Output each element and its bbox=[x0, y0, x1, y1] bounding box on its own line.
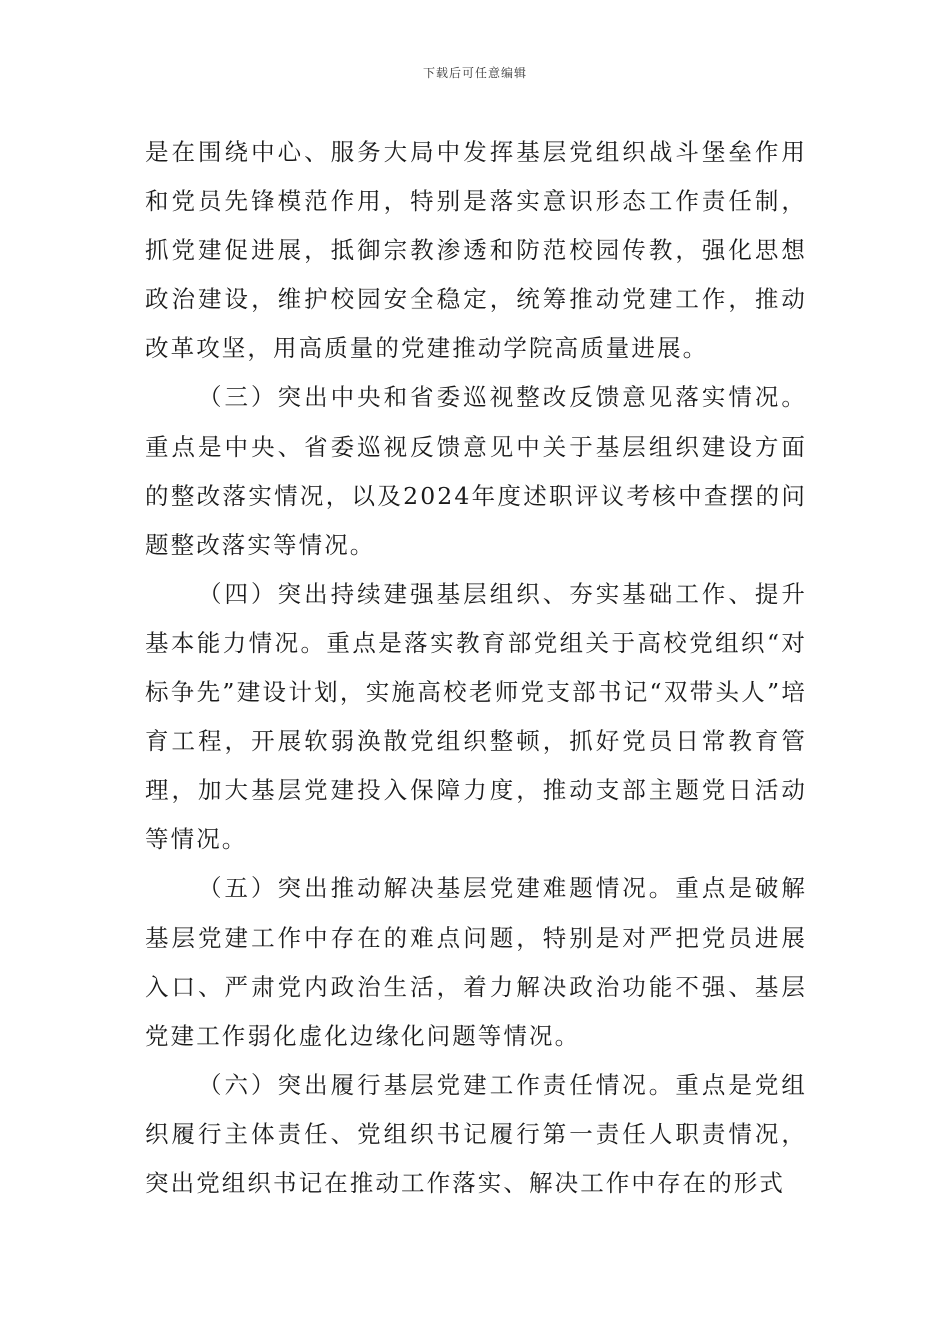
paragraph-section-5: （五）突出推动解决基层党建难题情况。重点是破解基层党建工作中存在的难点问题，特别是对严把党员进展入口、严肃党内政治生活，着力解决政治功能不强、基层党建工作弱化虚化边缘化问题等情况。 bbox=[145, 874, 807, 1050]
paragraph-section-6: （六）突出履行基层党建工作责任情况。重点是党组织履行主体责任、党组织书记履行第一责任人职责情况，突出党组织书记在推动工作落实、解决工作中存在的形式 bbox=[145, 1070, 807, 1197]
paragraph-continuation: 是在围绕中心、服务大局中发挥基层党组织战斗堡垒作用和党员先锋模范作用，特别是落实意识形态工作责任制，抓党建促进展，抵御宗教渗透和防范校园传教，强化思想政治建设，维护校园安全稳定，统筹推动党建工作，推动改革攻坚，用高质量的党建推动学院高质量进展。 bbox=[145, 138, 807, 363]
page-header: 下载后可任意编辑 bbox=[422, 66, 527, 80]
paragraph-section-4: （四）突出持续建强基层组织、夯实基础工作、提升基本能力情况。重点是落实教育部党组关于高校党组织“对标争先”建设计划，实施高校老师党支部书记“双带头人”培育工程，开展软弱涣散党组织整顿，抓好党员日常教育管理，加大基层党建投入保障力度，推动支部主题党日活动等情况。 bbox=[145, 579, 807, 854]
document-body bbox=[145, 128, 807, 1208]
paragraph-section-3: （三）突出中央和省委巡视整改反馈意见落实情况。重点是中央、省委巡视反馈意见中关于基层组织建设方面的整改落实情况，以及2024年度述职评议考核中查摆的问题整改落实等情况。 bbox=[145, 383, 807, 559]
